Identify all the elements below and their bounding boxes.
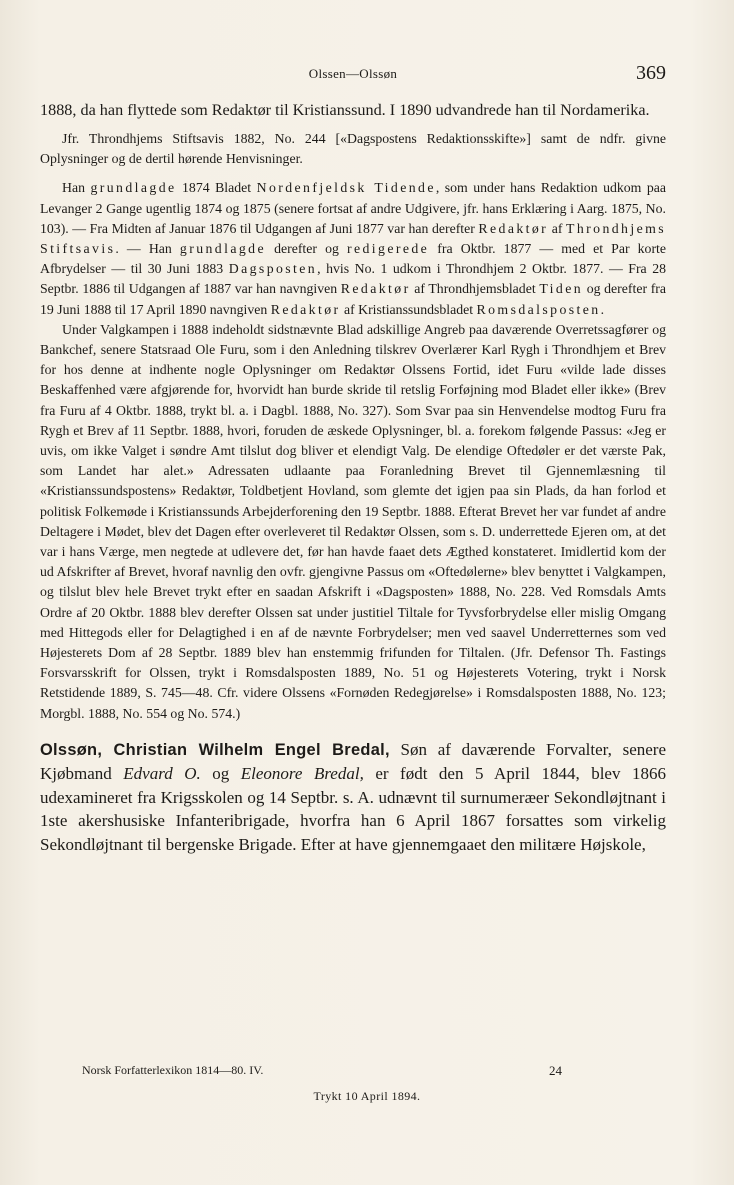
running-title: Olssen—Olssøn bbox=[308, 66, 398, 81]
career-emph-2: Nordenfjeldsk Tidende bbox=[256, 180, 436, 196]
career-emph-1: grundlagde bbox=[90, 180, 177, 196]
new-entry-paragraph bbox=[40, 738, 666, 856]
career-text-9: af Throndhjemsbladet bbox=[410, 281, 540, 297]
entry-headword: Olssøn, Christian Wilhelm Engel Bredal, bbox=[40, 740, 390, 759]
career-text-11: af Kristianssundsbladet bbox=[340, 301, 477, 317]
career-emph-8: Redaktør bbox=[340, 281, 411, 297]
career-text-4: af bbox=[548, 220, 567, 236]
career-text-8: , hvis No. 1 udkom i Throndhjem 2 Oktbr. 1877. — Fra 28 Septbr. 1886 til Udgangen af 1887 var han navngiven bbox=[40, 261, 666, 297]
career-emph-4: Throndhjems Stiftsavis bbox=[40, 220, 667, 257]
career-text-10: og derefter fra 19 Juni 1888 til 17 April 1890 navngiven bbox=[40, 281, 667, 317]
career-emph-6: redigerede bbox=[346, 241, 430, 257]
career-paragraph bbox=[40, 178, 666, 319]
career-emph-10: Redaktør bbox=[270, 301, 341, 317]
career-emph-3: Redaktør bbox=[478, 220, 549, 236]
career-text-2: 1874 Bladet bbox=[176, 180, 257, 196]
career-emph-7: Dagsposten bbox=[228, 261, 318, 277]
career-emph-11: Romsdalsposten bbox=[476, 301, 601, 317]
sheet-number: 24 bbox=[549, 1063, 562, 1078]
career-text-1: Han bbox=[62, 180, 91, 196]
entry-text-1: Søn af daværende Forvalter, senere Kjøbmand bbox=[40, 739, 667, 784]
career-emph-9: Tiden bbox=[539, 281, 584, 297]
entry-father: Edvard O. bbox=[123, 764, 201, 784]
signature-line: Norsk Forfatterlexikon 1814—80. IV. bbox=[82, 1063, 264, 1077]
continuation-lead: 1888, da han flyttede som Redaktør til Kristianssund. I 1890 udvandrede han til Nordamerika. bbox=[40, 101, 650, 119]
controversy-paragraph: Under Valgkampen i 1888 indeholdt sidstnævnte Blad adskillige Angreb paa daværende Overretssagfører og Bankchef, senere Statsraad Ole Furu, som i den Anledning tilskrev Overlærer Karl Rygh i Throndhjem et Brev for hos denne at indhente nogle Oplysninger om Redaktør Olssens Fortid, idet Furu «vilde lade disses Beskaffenhed være afgjørende for, hvorvidt han burde skride til retslig Forføjning mod Bladet eller ikke» (Brev fra Furu af 4 Oktbr. 1888, trykt bl. a. i Dagbl. 1888, No. 327). Som Svar paa sin Henvendelse modtog Furu fra Rygh et Brev af 11 Septbr. 1888, hvori, foruden de æskede Oplysninger, bl. a. forekom følgende Passus: «Jeg er uvis, om ikke Valget i søndre Amt tilslut dog bliver et elendigt Valg. De elendige Oftedøler er det værste Pak, som Landet har alet.» Adressaten udlaante paa Foranledning Brevet til Gjennemlæsning til «Kristianssundspostens» Redaktør, Toldbetjent Hovland, som glemte det igjen paa sin Plads, da han forlod et politisk Folkemøde i Kristianssunds Arbejderforening den 19 Septbr. 1888. Efterat Brevet her var fundet af andre Deltagere i Mødet, blev det Dagen efter overleveret til Redaktør Olssen, som s. D. underrettede Ejeren om, at det var i hans Værge, men negtede at udlevere det, før han havde faaet dets Ægthed konstateret. Imidlertid kom der ud Afskrifter af Brevet, hvoraf navnlig den ovfr. gjengivne Passus om «Oftedølerne» blev benyttet i Valgkampen, og tilslut blev hele Brevet trykt efter en saadan Afskrift i «Dagsposten» 1888, No. 228. Ved Romsdals Amts Ordre af 20 Oktbr. 1888 blev derefter Olssen sat under justitiel Tiltale for Tyvsforbrydelse eller mislig Omgang med Hittegods eller for Delagtighed i en af de nævnte Forbrydelser; men ved saavel Underretternes som ved Højesterets Dom af 28 Septbr. 1889 blev han enstemmig frifunden for Tiltalen. (Jfr. Defensor Th. Fastings Forsvarsskrift for Olssen, trykt i Romsdalsposten 1889, No. 51 og Højesterets Votering, trykt i Norsk Retstidende 1889, S. 745—48. Cfr. videre Olssens «Fornøden Redegjørelse» i Romsdalsposten 1888, No. 123; Morgbl. 1888, No. 554 og No. 574.) bbox=[40, 321, 666, 721]
print-date: Trykt 10 April 1894. bbox=[313, 1089, 421, 1103]
career-text-7: fra Oktbr. 1877 — med et Par korte Afbrydelser — til 30 Juni 1883 bbox=[40, 241, 666, 277]
page-header bbox=[40, 62, 666, 90]
page-number: 369 bbox=[636, 62, 666, 84]
page-footer bbox=[82, 1063, 562, 1083]
entry-text-3: er født den 5 April 1844, blev 1866 udexamineret fra Krigsskolen og 14 Septbr. s. A. udnævnt til surnumeræer Sekondløjtnant i 1ste akershusiske Infanteribrigade, hvorfra han 6 April 1867 forsattes som virkelig Sekondløjtnant til bergenske Brigade. Efter at have gjennemgaaet den militære Højskole, bbox=[40, 764, 666, 854]
career-emph-5: grundlagde bbox=[179, 241, 266, 257]
entry-mother: Eleonore Bredal, bbox=[240, 764, 364, 784]
career-text-3: , som under hans Redaktion udkom paa Levanger 2 Gange ugentlig 1874 og 1875 (senere fortsat af andre Udgivere, jfr. hans Erklæring i Aarg. 1875, No. 103). — Fra Midten af Januar 1876 til Udgangen af Juni 1877 var han derefter bbox=[40, 180, 667, 236]
career-text-5: . — Han bbox=[115, 241, 180, 257]
entry-text-2: og bbox=[200, 764, 241, 784]
page-body bbox=[40, 100, 666, 856]
career-text-6: derefter og bbox=[265, 241, 347, 257]
career-text-12: . bbox=[600, 301, 605, 317]
references-paragraph: Jfr. Throndhjems Stiftsavis 1882, No. 244 [«Dagspostens Redaktionsskifte»] samt de ndfr. givne Oplysninger og de dertil hørende Henvisninger. bbox=[40, 131, 666, 167]
